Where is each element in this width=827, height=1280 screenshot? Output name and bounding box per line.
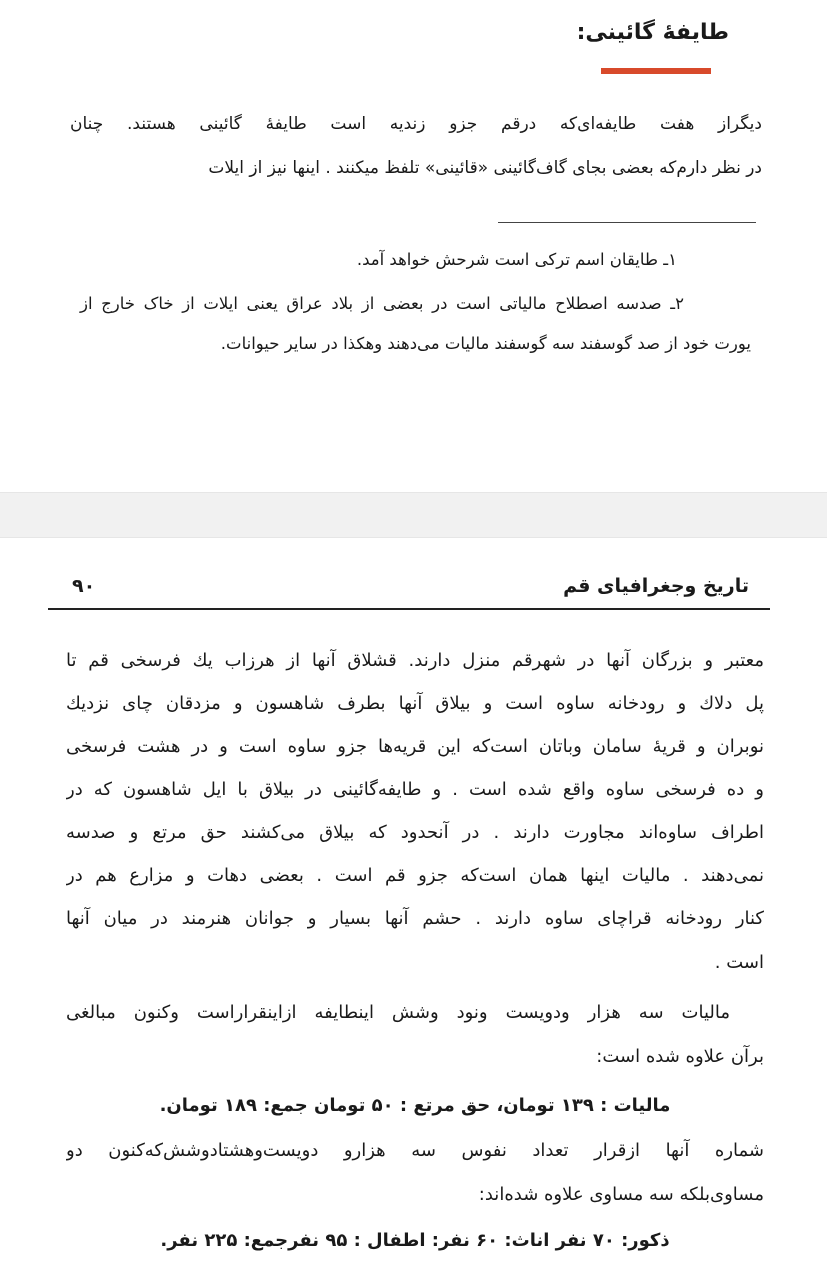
paragraph-line-2: در نظر دارم‌که بعضی بجای گاف‌گائینی «قائینی» تلفظ میکنند . اینها نیز از ایلات (208, 158, 762, 178)
tax-summary-line: مالیات : ۱۳۹ تومان، حق مرتع : ۵۰ تومان جمع: ۱۸۹ تومان. (159, 1095, 671, 1116)
paragraph-line-1: دیگراز هفت طایفه‌ای‌که درقم جزو زندیه است طایفهٔ گائینی هستند. چنان (70, 114, 762, 134)
footnote-1: ۱ـ طایقان اسم ترکی است شرحش خواهد آمد. (356, 250, 677, 269)
title-accent-underline (601, 68, 711, 74)
footnote-2-line-1: ۲ـ صدسه اصطلاح مالیاتی است در بعضی از بلاد عراق یعنی ایلات از خاک خارج از (80, 294, 684, 313)
body-line-1: معتبر و بزرگان آنها در شهرقم منزل دارند. قشلاق آنها از هرزاب یك فرسخی قم تا (66, 650, 764, 671)
body-line-10: برآن علاوه شده است: (596, 1046, 764, 1067)
body-line-2: پل دلاك و رودخانه ساوه است و بیلاق آنها بطرف شاهسون و مزدقان چای نزدیك (66, 693, 764, 714)
footnote-2-line-2: یورت خود از صد گوسفند سه گوسفند مالیات می‌دهند وهکذا در سایر حیوانات. (220, 334, 751, 353)
body-line-6: نمی‌دهند . مالیات اینها همان است‌که جزو قم است . بعضی دهات و مزارع هم در (66, 865, 764, 886)
page-number: ۹۰ (72, 575, 96, 597)
body-line-5: اطراف ساوه‌اند مجاورت دارند . در آنحدود که بیلاق می‌کشند حق مرتع و صدسه (66, 822, 764, 843)
body-line-4: و ده فرسخی ساوه واقع شده است . و طایفه‌گائینی در بیلاق با ایل شاهسون که در (66, 779, 764, 800)
body-line-8: است . (714, 952, 764, 973)
section-title: طایفهٔ گائینی: (576, 20, 729, 45)
body-line-9: مالیات سه هزار ودویست ونود وشش اینطایفه ازاینقراراست وکنون مبالغی (66, 1002, 730, 1023)
header-rule (48, 608, 770, 610)
body-line-11: شماره آنها ازقرار تعداد نفوس سه هزارو دویست‌وهشتادوشش‌که‌کنون دو (66, 1140, 764, 1161)
scan-page-top (0, 0, 827, 492)
running-header-title: تاریخ وجغرافیای قم (563, 575, 749, 597)
body-line-3: نوبران و قریهٔ سامان وباتان است‌که این قریه‌ها جزو ساوه است و در هشت فرسخی (66, 736, 764, 757)
page-separator (0, 492, 827, 538)
footnote-divider (498, 222, 756, 223)
population-line: ذکور: ۷۰ نفر اناث: ۶۰ نفر: اطفال : ۹۵ نفرجمع: ۲۲۵ نفر. (160, 1230, 670, 1251)
body-line-7: کنار رودخانه قراچای ساوه دارند . حشم آنها بسیار و جوانان هنرمند در میان آنها (66, 908, 764, 929)
body-line-12: مساوی‌بلکه سه مساوی علاوه شده‌اند: (478, 1184, 764, 1205)
